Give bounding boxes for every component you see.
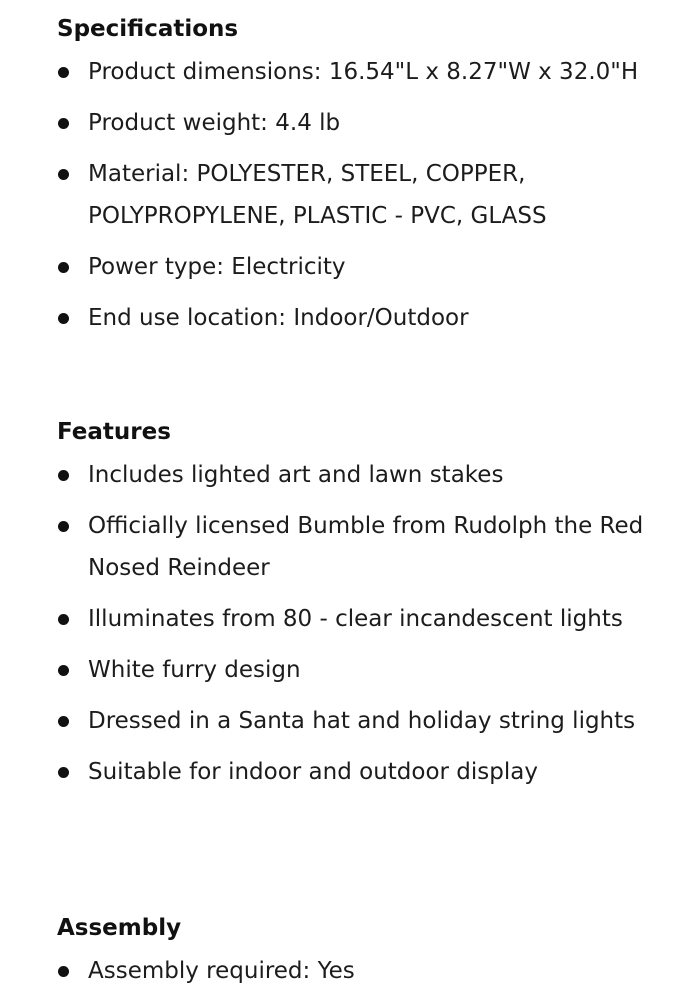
bullet-icon xyxy=(58,521,69,532)
list-item xyxy=(57,102,657,144)
list-item xyxy=(57,598,657,640)
assembly-list xyxy=(57,950,657,992)
bullet-icon xyxy=(58,313,69,324)
list-item-text: Dressed in a Santa hat and holiday string lights xyxy=(88,708,636,734)
list-item xyxy=(57,751,657,793)
list-item-text: Product weight: 4.4 lb xyxy=(88,110,341,136)
specifications-section xyxy=(57,15,657,348)
bullet-icon xyxy=(58,665,69,676)
list-item xyxy=(57,246,657,288)
list-item-text: Officially licensed Bumble from Rudolph the Red Nosed Reindeer xyxy=(88,513,644,581)
list-item-text: Assembly required: Yes xyxy=(88,958,355,984)
bullet-icon xyxy=(58,470,69,481)
bullet-icon xyxy=(58,966,69,977)
bullet-icon xyxy=(58,767,69,778)
list-item-text: White furry design xyxy=(88,657,301,683)
list-item-text: Suitable for indoor and outdoor display xyxy=(88,759,538,785)
specifications-list xyxy=(57,51,657,339)
list-item xyxy=(57,153,657,237)
bullet-icon xyxy=(58,118,69,129)
assembly-section xyxy=(57,914,657,1000)
list-item xyxy=(57,505,657,589)
specifications-heading: Specifications xyxy=(57,16,239,42)
list-item-text: Power type: Electricity xyxy=(88,254,346,280)
list-item xyxy=(57,649,657,691)
list-item xyxy=(57,454,657,496)
list-item xyxy=(57,700,657,742)
features-heading: Features xyxy=(57,419,171,445)
features-list xyxy=(57,454,657,793)
bullet-icon xyxy=(58,614,69,625)
bullet-icon xyxy=(58,169,69,180)
bullet-icon xyxy=(58,716,69,727)
list-item-text: Material: POLYESTER, STEEL, COPPER, POLYPROPYLENE, PLASTIC - PVC, GLASS xyxy=(88,161,547,229)
list-item xyxy=(57,950,657,992)
list-item-text: End use location: Indoor/Outdoor xyxy=(88,305,469,331)
list-item-text: Includes lighted art and lawn stakes xyxy=(88,462,504,488)
features-section xyxy=(57,418,657,802)
list-item-text: Illuminates from 80 - clear incandescent lights xyxy=(88,606,623,632)
bullet-icon xyxy=(58,262,69,273)
list-item xyxy=(57,297,657,339)
assembly-heading: Assembly xyxy=(57,915,182,941)
list-item xyxy=(57,51,657,93)
list-item-text: Product dimensions: 16.54"L x 8.27"W x 32.0"H xyxy=(88,59,639,85)
bullet-icon xyxy=(58,67,69,78)
